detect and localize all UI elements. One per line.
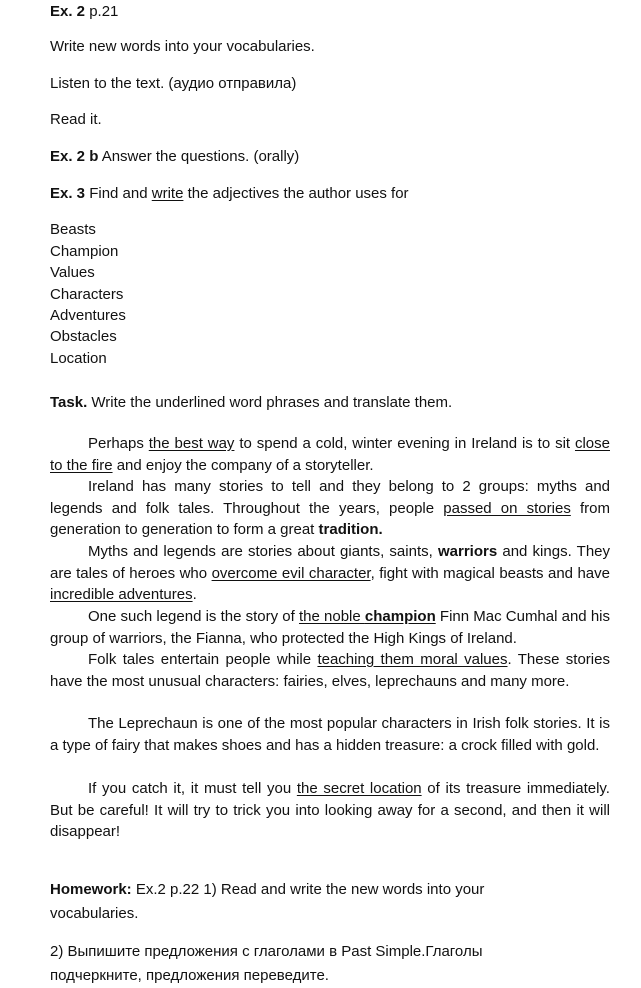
ex2b-label: Ex. 2 b <box>50 148 99 165</box>
story-paragraph-1: Perhaps the best way to spend a cold, winter evening in Ireland is to sit close to the fire and enjoy the company of a storyteller. <box>50 435 610 474</box>
homework-part-2: 2) Выпишите предложения с глаголами в Past Simple.Глаголы подчеркните, предложения переведите. <box>50 943 483 984</box>
homework-part-1: Homework: Ex.2 p.22 1) Read and write the new words into your vocabularies. <box>50 881 485 922</box>
story-paragraph-6: The Leprechaun is one of the most popular characters in Irish folk stories. It is a type of fairy that makes shoes and has a hidden treasure: a crock filled with gold. <box>50 715 610 754</box>
ex3-rest: the adjectives the author uses for <box>183 185 409 202</box>
list-item: Values <box>50 264 95 281</box>
ex3-find: Find and <box>85 185 152 202</box>
write-words-line: Write new words into your vocabularies. <box>50 38 315 55</box>
task-text: Write the underlined word phrases and translate them. <box>87 394 453 411</box>
phrase-secret-location: the secret location <box>296 780 422 797</box>
list-item: Champion <box>50 243 119 260</box>
task-line <box>50 394 452 412</box>
homework-label: Homework: <box>50 881 132 898</box>
list-item: Obstacles <box>50 328 117 345</box>
phrase-close-to-fire: close to the fire <box>50 435 610 474</box>
task-label: Task. <box>50 394 88 411</box>
phrase-passed-on-stories: passed on stories <box>443 499 571 517</box>
list-item: Characters <box>50 286 124 303</box>
phrase-incredible-adventures: incredible adventures <box>50 586 193 604</box>
ex2-page: p.21 <box>85 3 119 20</box>
ex2-label: Ex. 2 <box>50 3 86 20</box>
list-item: Adventures <box>50 307 126 324</box>
phrase-noble-champion: the noble champion <box>298 608 436 625</box>
list-item: Location <box>50 350 107 367</box>
story-paragraph-7: If you catch it, it must tell you the secret location of its treasure immediately. But be careful! It will try to trick you into looking away for a second, and then it will disappear! <box>50 780 610 841</box>
ex3-write-underlined: write <box>151 185 184 202</box>
phrase-overcome-evil: overcome evil character <box>211 564 371 582</box>
ex2b-text: Answer the questions. (orally) <box>98 148 300 165</box>
phrase-moral-values: teaching them moral values <box>317 651 508 668</box>
story-paragraph-5: Folk tales entertain people while teaching them moral values. These stories have the most unusual characters: fairies, elves, leprechauns and many more. <box>50 651 610 690</box>
ex2-heading <box>50 3 118 21</box>
list-item: Beasts <box>50 221 96 238</box>
word-warriors: warriors <box>437 543 498 560</box>
phrase-best-way: the best way <box>148 435 235 452</box>
ex3-line <box>50 185 409 203</box>
ex2b-line <box>50 148 299 166</box>
ex3-label: Ex. 3 <box>50 185 86 202</box>
read-line: Read it. <box>50 111 102 128</box>
word-tradition: tradition. <box>318 521 383 539</box>
story-paragraph-2: Ireland has many stories to tell and they belong to 2 groups: myths and legends and folk tales. Throughout the years, people passed on stories from generation to generation to form a great tradition. <box>50 478 610 539</box>
story-paragraph-4: One such legend is the story of the noble champion Finn Mac Cumhal and his group of warriors, the Fianna, who protected the High Kings of Ireland. <box>50 608 610 647</box>
story-paragraph-3: Myths and legends are stories about giants, saints, warriors and kings. They are tales of heroes who overcome evil character, fight with magical beasts and have incredible adventures. <box>50 543 611 604</box>
listen-line: Listen to the text. (аудио отправила) <box>50 75 297 92</box>
